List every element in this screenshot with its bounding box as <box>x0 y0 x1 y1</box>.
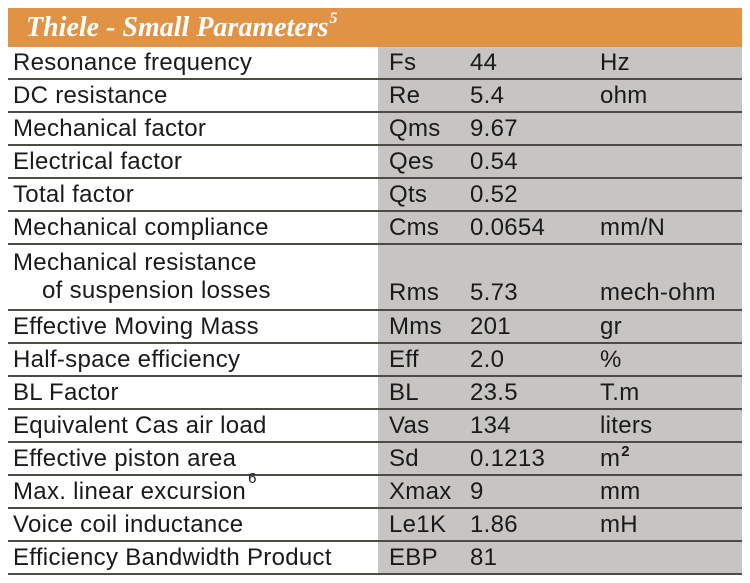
table-row <box>8 344 742 377</box>
parameter-unit-cell <box>600 47 742 78</box>
thiele-small-parameters-table <box>8 8 742 575</box>
parameter-name-cell <box>8 47 378 78</box>
parameter-name <box>13 313 259 339</box>
parameter-name-text: Resonance frequency <box>13 49 253 77</box>
parameter-name <box>13 544 332 570</box>
parameter-name-text: Equivalent Cas air load <box>13 412 267 440</box>
parameter-name-cell <box>8 179 378 210</box>
table-rows <box>8 47 742 575</box>
parameter-unit-text: % <box>600 345 622 373</box>
parameter-unit-text: liters <box>600 411 653 439</box>
parameter-symbol-cell: Cms <box>389 213 440 241</box>
parameter-symbol-cell: Rms <box>389 278 440 306</box>
parameter-symbol-cell: Qts <box>389 180 428 208</box>
parameter-symbol-cell: Qms <box>389 114 441 142</box>
parameter-unit-cell <box>600 311 742 342</box>
parameter-symbol-cell: Fs <box>389 48 417 76</box>
parameter-name <box>13 249 257 275</box>
parameter-name-cell <box>8 311 378 342</box>
parameter-name-second-line: of suspension losses <box>42 276 271 304</box>
parameter-value-cell: 23.5 <box>470 378 518 406</box>
parameter-name-cell <box>8 443 378 474</box>
table-row <box>8 377 742 410</box>
parameter-symbol-cell: Xmax <box>389 477 452 505</box>
parameter-name-cell <box>8 410 378 441</box>
parameter-unit-text: T.m <box>600 378 640 406</box>
parameter-value-cell: 201 <box>470 312 511 340</box>
parameter-value-cell: 9.67 <box>470 114 518 142</box>
parameter-unit-text: mech-ohm <box>600 278 716 306</box>
table-row <box>8 47 742 80</box>
parameter-name-cell <box>8 212 378 243</box>
parameter-value-cell: 5.4 <box>470 81 505 109</box>
parameter-unit-cell <box>600 179 742 210</box>
table-row <box>8 146 742 179</box>
parameter-symbol-cell: Eff <box>389 345 419 373</box>
table-row <box>8 470 742 509</box>
table-row <box>8 311 742 344</box>
parameter-name-text: Mechanical resistance <box>13 249 257 277</box>
parameter-name <box>13 445 236 471</box>
parameter-name <box>13 82 168 108</box>
parameter-name <box>13 412 267 438</box>
parameter-symbol-cell: Mms <box>389 312 442 340</box>
parameter-unit-cell <box>600 377 742 408</box>
table-row <box>8 542 742 575</box>
parameter-name-text: DC resistance <box>13 82 168 110</box>
parameter-value-cell: 9 <box>470 477 484 505</box>
parameter-name-cell <box>8 146 378 177</box>
parameter-name-text: Effective Moving Mass <box>13 313 259 341</box>
parameter-unit-cell <box>600 80 742 111</box>
parameter-name <box>13 115 206 141</box>
parameter-name <box>13 470 257 506</box>
table-row <box>8 509 742 542</box>
parameter-name <box>13 181 134 207</box>
parameter-name-cell <box>8 113 378 144</box>
parameter-name-text: Effective piston area <box>13 445 237 473</box>
parameter-name <box>13 214 269 240</box>
parameter-name-text: Total factor <box>13 181 134 209</box>
parameter-symbol-cell: Le1K <box>389 510 447 538</box>
parameter-unit-text: mH <box>600 510 638 538</box>
parameter-name <box>13 49 252 75</box>
parameter-name-cell <box>8 542 378 573</box>
parameter-unit-cell <box>600 443 742 474</box>
parameter-value-cell: 0.52 <box>470 180 518 208</box>
parameter-value-cell: 0.54 <box>470 147 518 175</box>
parameter-name <box>13 511 243 537</box>
parameter-value-cell: 81 <box>470 543 498 571</box>
table-header-bar <box>8 8 742 47</box>
parameter-name-text: Max. linear excursion <box>13 478 247 506</box>
parameter-unit-cell <box>600 509 742 540</box>
parameter-name-cell <box>8 245 378 309</box>
table-title <box>8 12 337 44</box>
parameter-unit-cell <box>600 344 742 375</box>
parameter-unit-superscript: 2 <box>621 442 630 460</box>
table-row <box>8 212 742 245</box>
table-title-footnote-marker: 5 <box>329 10 338 28</box>
parameter-unit-cell <box>600 542 742 573</box>
parameter-value-cell: 5.73 <box>470 278 518 306</box>
parameter-footnote-marker: 6 <box>248 470 257 488</box>
parameter-name-text: Mechanical compliance <box>13 214 269 242</box>
parameter-value-cell: 1.86 <box>470 510 518 538</box>
parameter-name-text: Efficiency Bandwidth Product <box>13 544 332 572</box>
parameter-name <box>13 346 240 372</box>
parameter-value-cell: 0.0654 <box>470 213 546 241</box>
parameter-unit-cell <box>600 212 742 243</box>
parameter-name-cell <box>8 470 378 507</box>
parameter-symbol-cell: Vas <box>389 411 430 439</box>
parameter-unit-text: mm/N <box>600 213 666 241</box>
parameter-name-cell <box>8 509 378 540</box>
parameter-unit-text: mm <box>600 477 641 505</box>
parameter-symbol-cell: Sd <box>389 444 419 472</box>
parameter-name-text: Half-space efficiency <box>13 346 241 374</box>
parameter-symbol-cell: EBP <box>389 543 438 571</box>
parameter-unit-cell <box>600 146 742 177</box>
parameter-unit-cell <box>600 245 742 309</box>
parameter-value-cell: 134 <box>470 411 511 439</box>
parameter-value-cell: 44 <box>470 48 498 76</box>
parameter-unit-cell <box>600 113 742 144</box>
table-title-text: Thiele - Small Parameters <box>26 11 329 43</box>
parameter-name <box>13 379 119 405</box>
table-row <box>8 113 742 146</box>
parameter-symbol-cell: BL <box>389 378 419 406</box>
parameter-unit-text: gr <box>600 312 622 340</box>
parameter-unit-text: Hz <box>600 48 630 76</box>
parameter-unit-cell <box>600 476 742 507</box>
parameter-name-text: Mechanical factor <box>13 115 207 143</box>
table-row <box>8 443 742 476</box>
parameter-name <box>13 148 182 174</box>
parameter-name-cell <box>8 377 378 408</box>
parameter-symbol-cell: Re <box>389 81 421 109</box>
parameter-symbol-cell: Qes <box>389 147 434 175</box>
parameter-unit-text: m <box>600 444 621 472</box>
parameter-value-cell: 0.1213 <box>470 444 546 472</box>
table-row <box>8 179 742 212</box>
parameter-name-cell <box>8 344 378 375</box>
parameter-name-text: Electrical factor <box>13 148 183 176</box>
parameter-unit-cell <box>600 410 742 441</box>
parameter-value-cell: 2.0 <box>470 345 505 373</box>
table-row <box>8 80 742 113</box>
parameter-name-text: BL Factor <box>13 379 119 407</box>
table-row <box>8 245 742 311</box>
parameter-unit-text: ohm <box>600 81 648 109</box>
parameter-name-cell <box>8 80 378 111</box>
table-row <box>8 410 742 443</box>
parameter-name-text: Voice coil inductance <box>13 511 244 539</box>
